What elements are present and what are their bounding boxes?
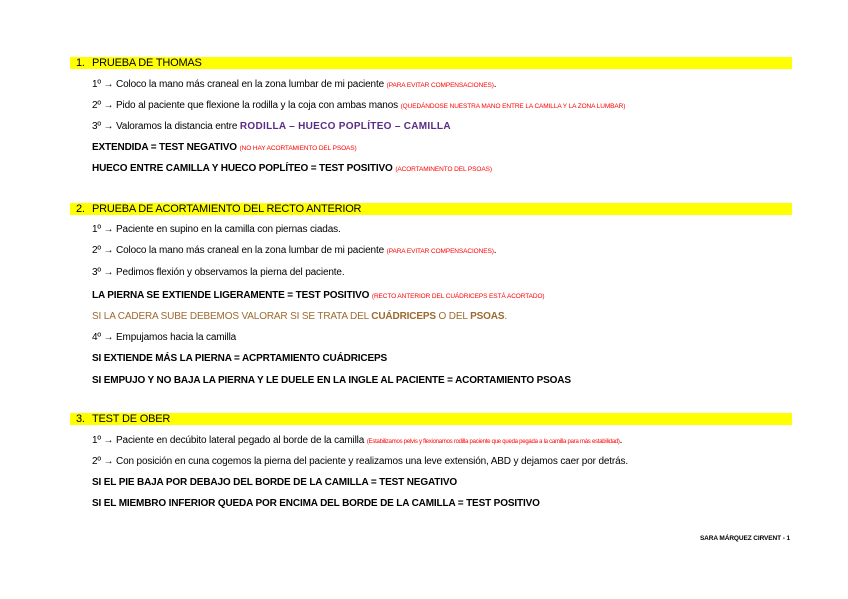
red-note: (PARA EVITAR COMPENSACIONES) — [386, 82, 494, 89]
step-line — [92, 267, 344, 279]
step-line — [92, 456, 628, 468]
line-text: EXTENDIDA = TEST NEGATIVO — [92, 142, 237, 153]
line-text: 4º → Empujamos hacia la camilla — [92, 332, 237, 343]
section-title: PRUEBA DE THOMAS — [92, 57, 202, 69]
strong-cuadriceps: CUÁDRICEPS — [371, 311, 436, 322]
section-ober — [70, 413, 792, 509]
line-text: 3º → Pedimos flexión y observamos la pierna del paciente. — [92, 267, 345, 278]
step-line — [92, 121, 451, 133]
red-note: (QUEDÁNDOSE NUESTRA MANO ENTRE LA CAMILLA Y LA ZONA LUMBAR) — [400, 103, 626, 110]
section-title: TEST DE OBER — [92, 413, 171, 425]
red-note: (RECTO ANTERIOR DEL CUÁDRICEPS ESTÁ ACORTADO) — [371, 293, 545, 300]
section-number: 2. — [76, 203, 85, 215]
step-line — [92, 224, 341, 236]
result-line — [92, 353, 387, 365]
line-text: SI EXTIENDE MÁS LA PIERNA = ACPRTAMIENTO CUÁDRICEPS — [92, 353, 388, 364]
section-thomas — [70, 57, 792, 174]
line-text: 2º → Pido al paciente que flexione la rodilla y la coja con ambas manos — [92, 100, 398, 111]
line-text: 2º → Coloco la mano más craneal en la zona lumbar de mi paciente — [92, 245, 384, 256]
brown-line — [92, 311, 507, 323]
section-number: 3. — [76, 413, 85, 425]
result-line — [92, 290, 544, 303]
section-heading — [70, 413, 792, 425]
result-line — [92, 163, 492, 176]
line-text: HUECO ENTRE CAMILLA Y HUECO POPLÍTEO = TEST POSITIVO — [92, 163, 393, 174]
red-note: (ACORTAMINENTO DEL PSOAS) — [395, 166, 492, 173]
page-footer: SARA MÁRQUEZ CIRVENT - 1 — [699, 535, 790, 542]
line-text: SI EMPUJO Y NO BAJA LA PIERNA Y LE DUELE EN LA INGLE AL PACIENTE = ACORTAMIENTO PSOAS — [92, 375, 571, 386]
line-text: 2º → Con posición en cuna cogemos la pierna del paciente y realizamos una leve extensión, ABD y dejamos caer por detrás. — [92, 456, 628, 467]
step-line — [92, 245, 496, 258]
section-recto-anterior — [70, 203, 792, 386]
line-text: SI EL PIE BAJA POR DEBAJO DEL BORDE DE LA CAMILLA = TEST NEGATIVO — [92, 477, 458, 488]
line-text: SI LA CADERA SUBE DEBEMOS VALORAR SI SE TRATA DEL — [92, 311, 369, 322]
line-text: 1º → Paciente en decúbito lateral pegado al borde de la camilla — [92, 435, 365, 446]
result-line — [92, 375, 571, 387]
red-note: (PARA EVITAR COMPENSACIONES) — [386, 248, 494, 255]
section-number: 1. — [76, 57, 85, 69]
line-text: 1º → Coloco la mano más craneal en la zona lumbar de mi paciente — [92, 79, 384, 90]
step-line — [92, 79, 496, 92]
step-line — [92, 100, 625, 113]
line-suffix: . — [493, 79, 497, 90]
step-line — [92, 332, 236, 344]
line-text: SI EL MIEMBRO INFERIOR QUEDA POR ENCIMA DEL BORDE DE LA CAMILLA = TEST POSITIVO — [92, 498, 540, 509]
purple-highlight: RODILLA – HUECO POPLÍTEO – CAMILLA — [239, 121, 451, 132]
result-line — [92, 498, 540, 510]
red-note: (NO HAY ACORTAMIENTO DEL PSOAS) — [239, 145, 357, 152]
section-heading — [70, 203, 792, 215]
section-title: PRUEBA DE ACORTAMIENTO DEL RECTO ANTERIOR — [92, 203, 362, 215]
line-text: O DEL — [438, 311, 468, 322]
result-line — [92, 142, 357, 155]
line-suffix: . — [504, 311, 507, 322]
line-suffix: . — [493, 245, 497, 256]
result-line — [92, 477, 457, 489]
line-text: 1º → Paciente en supino en la camilla con piernas ciadas. — [92, 224, 341, 235]
section-heading — [70, 57, 792, 69]
line-suffix: . — [619, 435, 623, 446]
step-line — [92, 435, 622, 448]
strong-psoas: PSOAS — [470, 311, 505, 322]
line-text: 3º → Valoramos la distancia entre — [92, 121, 238, 132]
red-note: (Estabilizamos pelvis y flexionamos rodilla paciente que queda pegada a la camilla para más estabilidad) — [366, 439, 620, 445]
line-text: LA PIERNA SE EXTIENDE LIGERAMENTE = TEST POSITIVO — [92, 290, 370, 301]
